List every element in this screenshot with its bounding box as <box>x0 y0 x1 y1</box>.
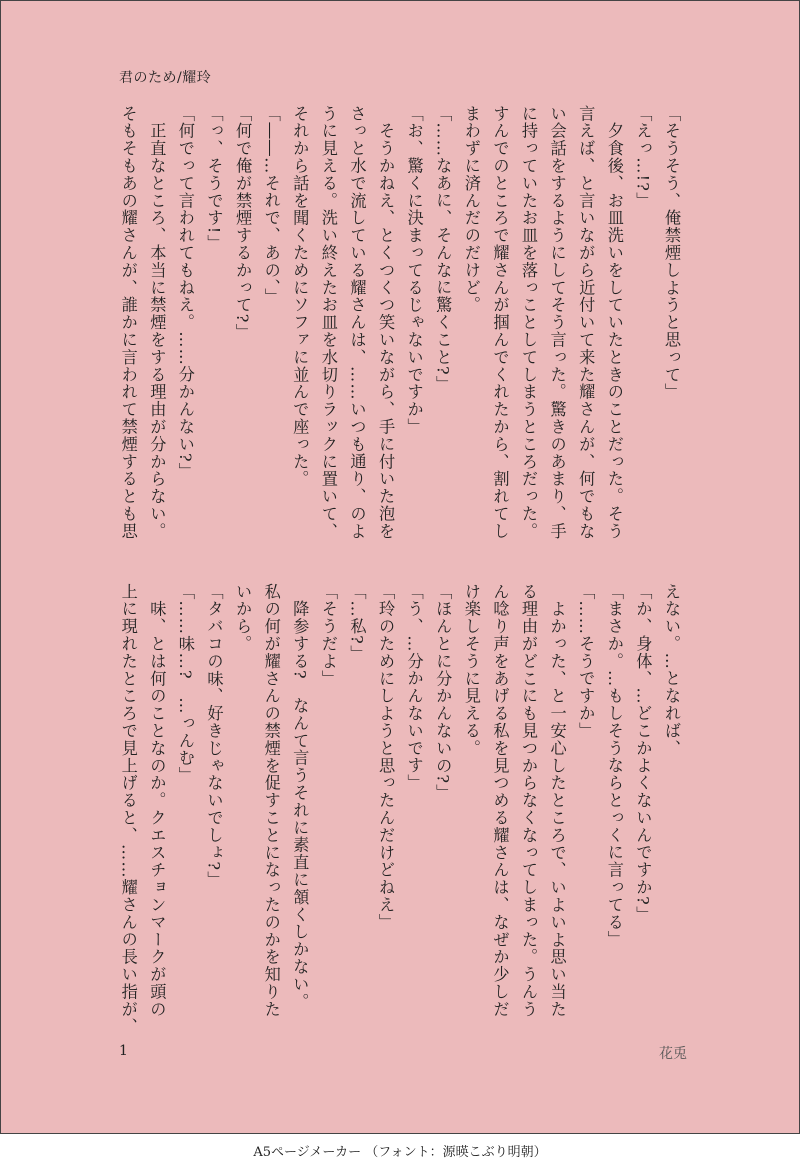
text-line: 「…私?」 <box>347 583 367 663</box>
text-line: に持っていたお皿を落っことしてしまうところだった。 <box>519 105 539 540</box>
text-line: それから話を聞くためにソファに並んで座った。 <box>290 105 310 488</box>
text-line: 「……味…? …っんむ」 <box>175 583 195 785</box>
lower-text-block <box>117 583 685 1036</box>
text-line: 降参する? なんて言うそれに素直に頷くしかない。 <box>290 583 310 1011</box>
text-line: 私の何が耀さんの禁煙を促すことになったのかを知りた <box>261 583 281 1018</box>
text-line: すんでのところで耀さんが掴んでくれたから、割れてし <box>490 105 510 540</box>
text-line: そうかねえ、とくつくつ笑いながら、手に付いた泡を <box>376 105 396 540</box>
text-line: そもそもあの耀さんが、誰かに言われて禁煙するとも思 <box>118 105 138 540</box>
text-line: よかった、と一安心したところで、いよいよ思い当た <box>547 583 567 1018</box>
text-line: 「……そうですか」 <box>576 583 596 740</box>
running-header: 君のため/耀玲 <box>119 70 212 86</box>
text-line: 言えば、と言いながら近付いて来た耀さんが、何でもな <box>576 105 596 540</box>
text-line: 「そうそう、俺禁煙しようと思って」 <box>662 105 681 401</box>
text-line: 味、とは何のことなのか。クエスチョンマークが頭の <box>147 583 167 1018</box>
text-line: 「えっ…!?」 <box>633 105 653 210</box>
text-line: け楽しそうに見える。 <box>461 583 481 757</box>
text-line: 「っ、そうです!」 <box>204 105 224 252</box>
text-line: さっと水で流している耀さんは、……いつも通り、のよ <box>347 105 367 540</box>
text-line: ん唸り声をあげる私を見つめる耀さんは、なぜか少しだ <box>490 583 510 1018</box>
text-line: まわずに済んだのだけど。 <box>461 105 481 314</box>
text-line: 「玲のためにしようと思ったんだけどねえ」 <box>376 583 396 931</box>
text-line: いから。 <box>233 583 253 653</box>
author-name: 花兎 <box>659 1046 687 1062</box>
text-line: えない。…となれば、 <box>662 583 681 757</box>
page-number: 1 <box>119 1043 128 1059</box>
text-line: 「何でって言われてもねえ。……分かんない?」 <box>175 105 195 481</box>
text-line: 正直なところ、本当に禁煙をする理由が分からない。 <box>147 105 167 540</box>
text-line: 「タバコの味、好きじゃないでしょ?」 <box>204 583 224 889</box>
text-line: 上に現れたところで見上げると、……耀さんの長い指が、 <box>118 583 138 1036</box>
text-line: 「――…それで、あの、」 <box>261 105 281 306</box>
text-line: 「まさか。…もしそうならとっくに言ってる」 <box>604 583 624 949</box>
text-line: る理由がどこにも見つからなくなってしまった。うんう <box>519 583 539 1018</box>
app-caption: A5ページメーカー （フォント：源暎こぶり明朝） <box>253 1145 547 1160</box>
text-line: 「ほんとに分かんないの?」 <box>433 583 453 802</box>
text-line: い会話をするようにしてそう言った。驚きのあまり、手 <box>547 105 567 540</box>
text-line: 夕食後、お皿洗いをしていたときのことだった。そう <box>604 105 624 540</box>
text-line: 「お、驚くに決まってるじゃないですか」 <box>404 105 424 436</box>
upper-text-block <box>117 105 685 540</box>
text-line: 「そうだよ」 <box>318 583 338 688</box>
text-line: 「か、身体、…どこかよくないんですか?」 <box>633 583 653 924</box>
text-line: 「う、…分かんないです」 <box>404 583 424 792</box>
text-line: 「……なあに、そんなに驚くこと?」 <box>433 105 453 394</box>
text-line: 「何で俺が禁煙するかって?」 <box>233 105 253 342</box>
text-line: うに見える。洗い終えたお皿を水切りラックに置いて、 <box>318 105 338 540</box>
